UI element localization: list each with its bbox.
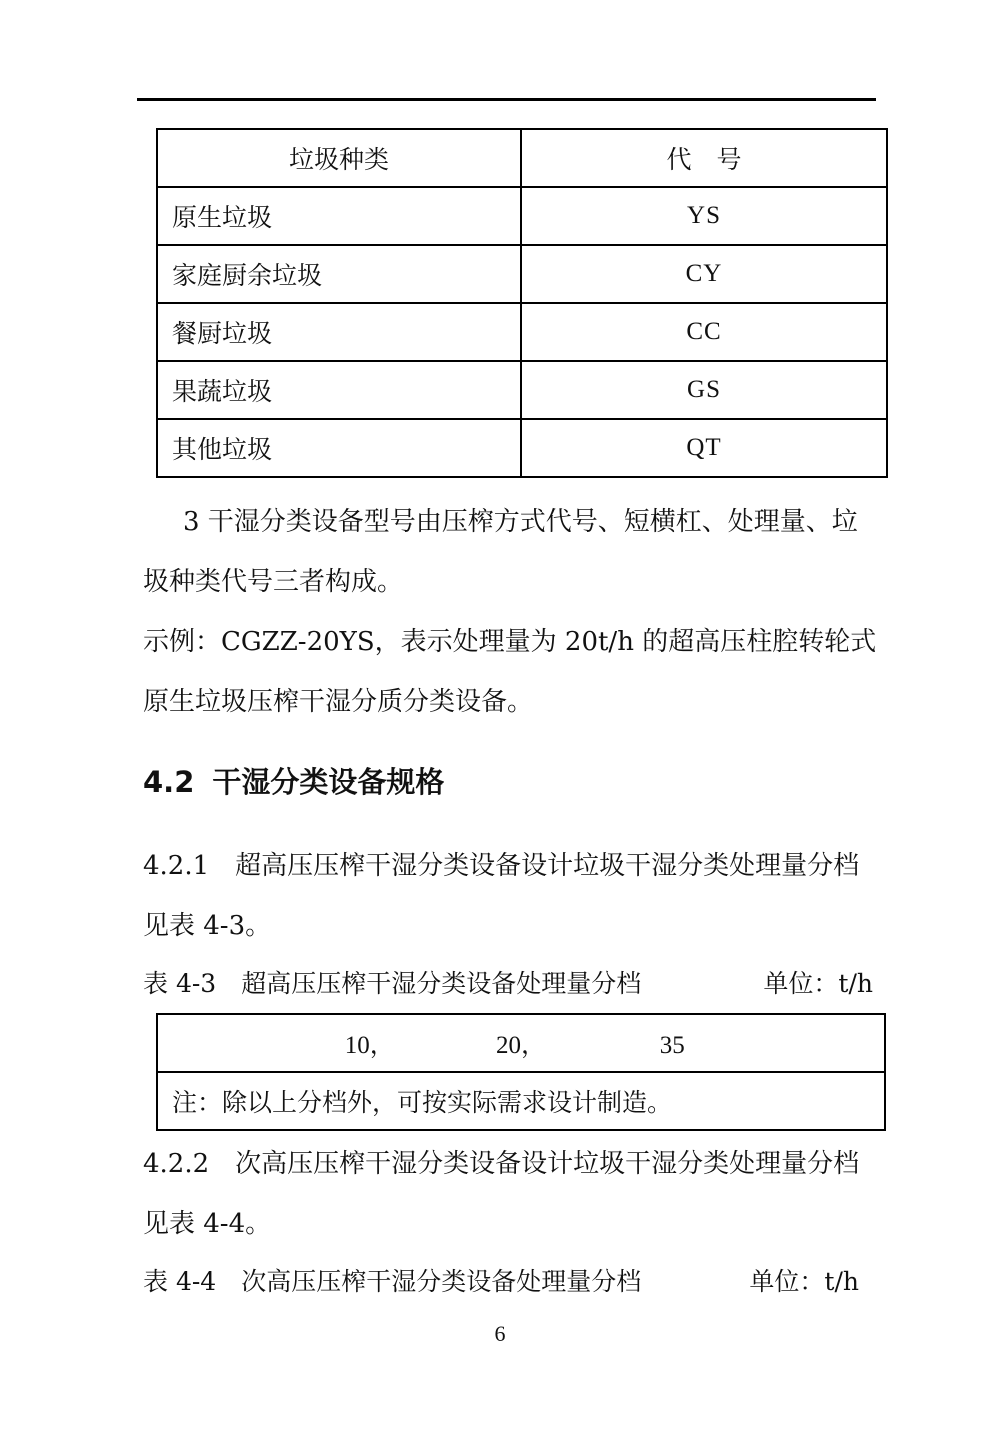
clause-4-2-1-paragraph: 4.2.1 超高压压榨干湿分类设备设计垃圾干湿分类处理量分档见表 4-3。 xyxy=(143,851,860,941)
section-title: 干湿分类设备规格 xyxy=(212,765,445,799)
garbage-type-code-table xyxy=(156,128,888,478)
table-note-cell: 注：除以上分档外，可按实际需求设计制造。 xyxy=(157,1072,885,1130)
header-code: 代 号 xyxy=(521,129,887,187)
table-row xyxy=(157,245,887,303)
table-4-3-caption xyxy=(143,964,873,1004)
section-number: 4.2 xyxy=(143,765,195,799)
garbage-type-cell: 原生垃圾 xyxy=(157,187,521,245)
page-number: 6 xyxy=(494,1321,506,1346)
header-garbage-type: 垃圾种类 xyxy=(157,129,521,187)
capacity-value: 35 xyxy=(659,1032,685,1059)
table-row xyxy=(157,419,887,477)
code-cell: CC xyxy=(521,303,887,361)
table-4-4-title: 表 4-4 次高压压榨干湿分类设备处理量分档 xyxy=(143,1267,642,1296)
table-row xyxy=(157,303,887,361)
table-header-row xyxy=(157,129,887,187)
table-4-3-title: 表 4-3 超高压压榨干湿分类设备处理量分档 xyxy=(143,969,642,998)
table-row xyxy=(157,1072,885,1130)
model-description-paragraph: 3 干湿分类设备型号由压榨方式代号、短横杠、处理量、垃圾种类代号三者构成。 xyxy=(143,507,858,597)
capacity-grade-table xyxy=(156,1013,886,1131)
capacity-value: 20， xyxy=(495,1032,546,1059)
table-4-4-caption xyxy=(143,1262,873,1302)
code-cell: CY xyxy=(521,245,887,303)
code-cell: YS xyxy=(521,187,887,245)
code-cell: QT xyxy=(521,419,887,477)
header-rule xyxy=(137,98,876,101)
capacity-value: 10， xyxy=(344,1032,395,1059)
capacity-values-cell xyxy=(157,1014,885,1072)
table-row xyxy=(157,187,887,245)
table-4-3-unit: 单位：t/h xyxy=(763,969,873,998)
garbage-type-cell: 家庭厨余垃圾 xyxy=(157,245,521,303)
table-row xyxy=(157,361,887,419)
example-paragraph: 示例：CGZZ-20YS，表示处理量为 20t/h 的超高压柱腔转轮式原生垃圾压榨干湿分质分类设备。 xyxy=(143,627,877,717)
garbage-type-cell: 果蔬垃圾 xyxy=(157,361,521,419)
table-4-4-unit: 单位：t/h xyxy=(749,1267,859,1296)
section-heading xyxy=(143,752,444,812)
clause-4-2-2-paragraph: 4.2.2 次高压压榨干湿分类设备设计垃圾干湿分类处理量分档见表 4-4。 xyxy=(143,1149,860,1239)
garbage-type-cell: 餐厨垃圾 xyxy=(157,303,521,361)
garbage-type-cell: 其他垃圾 xyxy=(157,419,521,477)
table-row xyxy=(157,1014,885,1072)
code-cell: GS xyxy=(521,361,887,419)
